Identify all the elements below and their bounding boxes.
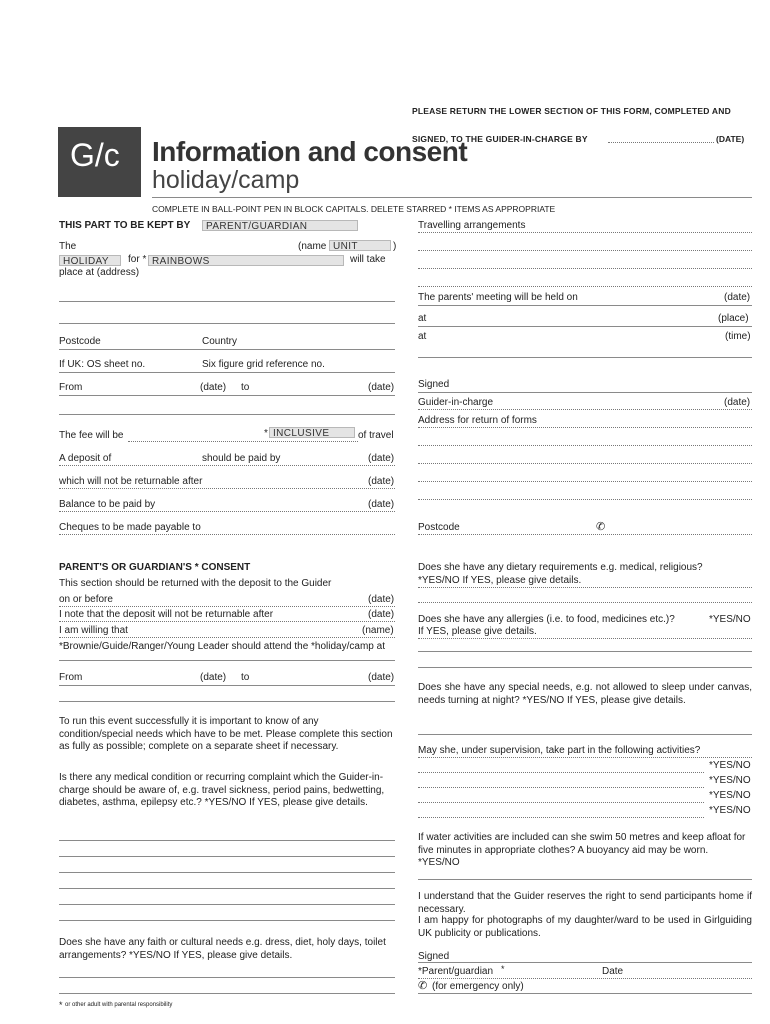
meeting-date-line[interactable]	[418, 305, 752, 306]
from-date-label: (date)	[200, 382, 227, 393]
guider-date-label: (date)	[724, 397, 751, 408]
allergies-line-2[interactable]	[418, 651, 752, 652]
return-address-line-4[interactable]	[418, 481, 752, 482]
note-deposit-label: I note that the deposit will not be returnable after	[59, 609, 274, 620]
fee-star: *	[264, 428, 268, 439]
consent-to-date: (date)	[368, 672, 395, 683]
the-label: The	[59, 241, 77, 252]
country-label: Country	[202, 336, 238, 347]
camp-at-line[interactable]	[59, 660, 395, 661]
not-returnable-line[interactable]	[59, 488, 395, 489]
header-divider	[152, 197, 752, 198]
understand-text: I understand that the Guider reserves the right to send participants home if necessary.	[418, 891, 752, 915]
special-needs-question: Does she have any special needs, e.g. not allowed to sleep under canvas, needs turning at night? *YES/NO If YES, please give details.	[418, 682, 752, 706]
postcode-line[interactable]	[59, 349, 395, 350]
allergies-line-3[interactable]	[418, 667, 752, 668]
parent-guardian-star: *	[501, 964, 505, 974]
place-label: (place)	[718, 313, 749, 324]
fee-line[interactable]	[128, 441, 358, 442]
balance-label: Balance to be paid by	[59, 499, 156, 510]
extra-line[interactable]	[59, 414, 395, 415]
medical-line-2[interactable]	[59, 856, 395, 857]
unit-name-field[interactable]: UNIT	[329, 240, 391, 251]
address-line-1[interactable]	[59, 301, 395, 302]
on-or-before-date: (date)	[368, 594, 395, 605]
os-sheet-line[interactable]	[59, 372, 395, 373]
return-postcode-line[interactable]	[418, 534, 752, 535]
dietary-line-2[interactable]	[418, 602, 752, 603]
allergies-yesno: *YES/NO	[709, 614, 751, 625]
from-label: From	[59, 382, 83, 393]
willing-line[interactable]	[59, 637, 395, 638]
note-deposit-line[interactable]	[59, 621, 395, 622]
address-return-label: Address for return of forms	[418, 415, 537, 426]
address-line-2[interactable]	[59, 323, 395, 324]
logo-text: G/c	[70, 137, 120, 173]
of-travel-label: of travel	[358, 430, 394, 441]
name-close: )	[393, 241, 397, 252]
not-returnable-date-label: (date)	[368, 476, 395, 487]
medical-line-5[interactable]	[59, 904, 395, 905]
guider-label: Guider-in-charge	[418, 397, 494, 408]
activity-line-3[interactable]	[418, 802, 704, 803]
dietary-line-1[interactable]	[418, 587, 752, 588]
consent-dates-line[interactable]	[59, 685, 395, 686]
willing-name-label: (name)	[362, 625, 394, 636]
signed-label: Signed	[418, 379, 450, 390]
balance-date-label: (date)	[368, 499, 395, 510]
travelling-line-4[interactable]	[418, 286, 752, 287]
allergies-details-label: If YES, please give details.	[418, 626, 537, 637]
travelling-line-2[interactable]	[418, 250, 752, 251]
footnote-star: *	[59, 1000, 63, 1010]
dietary-question: Does she have any dietary requirements e.g. medical, religious?	[418, 562, 703, 573]
consent-from-label: From	[59, 672, 83, 683]
faith-line-2[interactable]	[59, 993, 395, 994]
parent-guardian-line[interactable]	[418, 978, 752, 979]
page-subtitle: holiday/camp	[152, 166, 300, 194]
willing-label: I am willing that	[59, 625, 128, 636]
fee-label: The fee will be	[59, 430, 124, 441]
return-address-line-3[interactable]	[418, 463, 752, 464]
instruction-text: COMPLETE IN BALL-POINT PEN IN BLOCK CAPITALS. DELETE STARRED * ITEMS AS APPROPRIATE	[152, 204, 556, 214]
faith-question: Does she have any faith or cultural needs e.g. dress, diet, holy days, toilet arrangements? *YES/NO If YES, please give details.	[59, 937, 386, 961]
kept-by-label: THIS PART TO BE KEPT BY	[59, 220, 191, 231]
cheques-label: Cheques to be made payable to	[59, 522, 201, 533]
activity-line-4[interactable]	[418, 817, 704, 818]
cheques-line[interactable]	[59, 534, 395, 535]
address-label: place at (address)	[59, 267, 140, 278]
os-sheet-label: If UK: OS sheet no.	[59, 359, 146, 370]
place-line[interactable]	[418, 326, 752, 327]
return-postcode-label: Postcode	[418, 522, 460, 533]
parent-guardian-label: *Parent/guardian	[418, 966, 494, 977]
postcode-label: Postcode	[59, 336, 101, 347]
parent-signed-line[interactable]	[418, 962, 752, 963]
name-label: (name	[298, 241, 327, 252]
activities-line-0[interactable]	[418, 757, 752, 758]
fee-inclusive-field[interactable]: INCLUSIVE	[269, 427, 355, 438]
consent-heading: PARENT'S OR GUARDIAN'S * CONSENT	[59, 562, 251, 573]
return-instruction-line1: PLEASE RETURN THE LOWER SECTION OF THIS FORM, COMPLETED AND	[412, 106, 731, 116]
time-line[interactable]	[418, 357, 752, 358]
faith-line-1[interactable]	[59, 977, 395, 978]
balance-line[interactable]	[59, 511, 395, 512]
parent-date-label: Date	[602, 966, 624, 977]
guider-line[interactable]	[418, 409, 752, 410]
consent-from-date: (date)	[200, 672, 227, 683]
water-question: If water activities are included can she swim 50 metres and keep afloat for five minutes in appropriate clothes? A buoyancy aid may be worn. *YES/NO	[418, 832, 746, 868]
consent-extra-line[interactable]	[59, 701, 395, 702]
water-line[interactable]	[418, 879, 752, 880]
at-place-label: at	[418, 313, 427, 324]
activity-3-yesno[interactable]: *YES/NO	[709, 790, 751, 801]
special-needs-line[interactable]	[418, 734, 752, 735]
grid-ref-label: Six figure grid reference no.	[202, 359, 325, 370]
return-instruction-line2: SIGNED, TO THE GUIDER-IN-CHARGE BY	[412, 134, 588, 144]
activity-4-yesno[interactable]: *YES/NO	[709, 805, 751, 816]
gc-logo	[58, 127, 141, 197]
kept-by-field[interactable]: PARENT/GUARDIAN	[202, 220, 358, 231]
allergies-line-1[interactable]	[418, 638, 752, 639]
will-take-label: will take	[350, 254, 386, 265]
page-title: Information and consent	[152, 136, 468, 167]
time-label: (time)	[725, 331, 751, 342]
signed-line[interactable]	[418, 392, 752, 393]
parent-signed-label: Signed	[418, 951, 450, 962]
run-event-text: To run this event successfully it is important to know of any condition/special needs which have to be met. Please complete this section as fully as possible; complete on a separate sheet if necessary.	[59, 716, 393, 752]
meeting-date-label: (date)	[724, 292, 751, 303]
section-field[interactable]: RAINBOWS	[148, 255, 344, 266]
medical-line-4[interactable]	[59, 888, 395, 889]
medical-line-1[interactable]	[59, 840, 395, 841]
emergency-label: (for emergency only)	[432, 981, 524, 992]
to-date-label: (date)	[368, 382, 395, 393]
travelling-line-1[interactable]	[418, 232, 752, 233]
paid-by-label: should be paid by	[202, 453, 281, 464]
medical-line-6[interactable]	[59, 920, 395, 921]
dates-line[interactable]	[59, 395, 395, 396]
event-type-field[interactable]: HOLIDAY	[59, 255, 121, 266]
at-time-label: at	[418, 331, 427, 342]
to-label: to	[241, 382, 250, 393]
deposit-line[interactable]	[59, 465, 395, 466]
footnote: or other adult with parental responsibility	[65, 1002, 173, 1008]
phone-icon: ✆	[596, 521, 606, 533]
note-deposit-date: (date)	[368, 609, 395, 620]
on-or-before-label: on or before	[59, 594, 113, 605]
activities-question: May she, under supervision, take part in the following activities?	[418, 745, 701, 756]
brownie-line-label: *Brownie/Guide/Ranger/Young Leader should attend the *holiday/camp at	[59, 641, 385, 652]
activity-1-yesno[interactable]: *YES/NO	[709, 760, 751, 771]
not-returnable-label: which will not be returnable after	[59, 476, 203, 487]
deposit-label: A deposit of	[59, 453, 112, 464]
return-address-line-5[interactable]	[418, 499, 752, 500]
consent-returned-text: This section should be returned with the deposit to the Guider	[59, 578, 332, 589]
travelling-line-3[interactable]	[418, 268, 752, 269]
allergies-question: Does she have any allergies (i.e. to food, medicines etc.)?	[418, 614, 675, 625]
on-or-before-line[interactable]	[59, 606, 395, 607]
consent-to-label: to	[241, 672, 250, 683]
medical-question: Is there any medical condition or recurring complaint which the Guider-in-charge should be aware of, e.g. travel sickness, period pains, bedwetting, diabetes, asthma, epilepsy etc.? *YES/NO If YES, please give details.	[59, 772, 385, 808]
dietary-yesno: *YES/NO If YES, please give details.	[418, 575, 582, 586]
return-address-line-1[interactable]	[418, 427, 752, 428]
emergency-line[interactable]	[418, 993, 752, 994]
emergency-phone-icon: ✆	[418, 980, 428, 992]
return-address-line-2[interactable]	[418, 445, 752, 446]
travelling-label: Travelling arrangements	[418, 220, 526, 231]
deposit-date-label: (date)	[368, 453, 395, 464]
activity-line-1[interactable]	[418, 772, 704, 773]
parents-meeting-label: The parents' meeting will be held on	[418, 292, 578, 303]
activity-2-yesno[interactable]: *YES/NO	[709, 775, 751, 786]
photos-text: I am happy for photographs of my daughter/ward to be used in Girlguiding UK publicity or publications.	[418, 915, 752, 939]
return-date-label: (DATE)	[716, 134, 745, 144]
activity-line-2[interactable]	[418, 787, 704, 788]
medical-line-3[interactable]	[59, 872, 395, 873]
for-label: for *	[128, 254, 147, 265]
return-date-line[interactable]	[608, 142, 714, 143]
